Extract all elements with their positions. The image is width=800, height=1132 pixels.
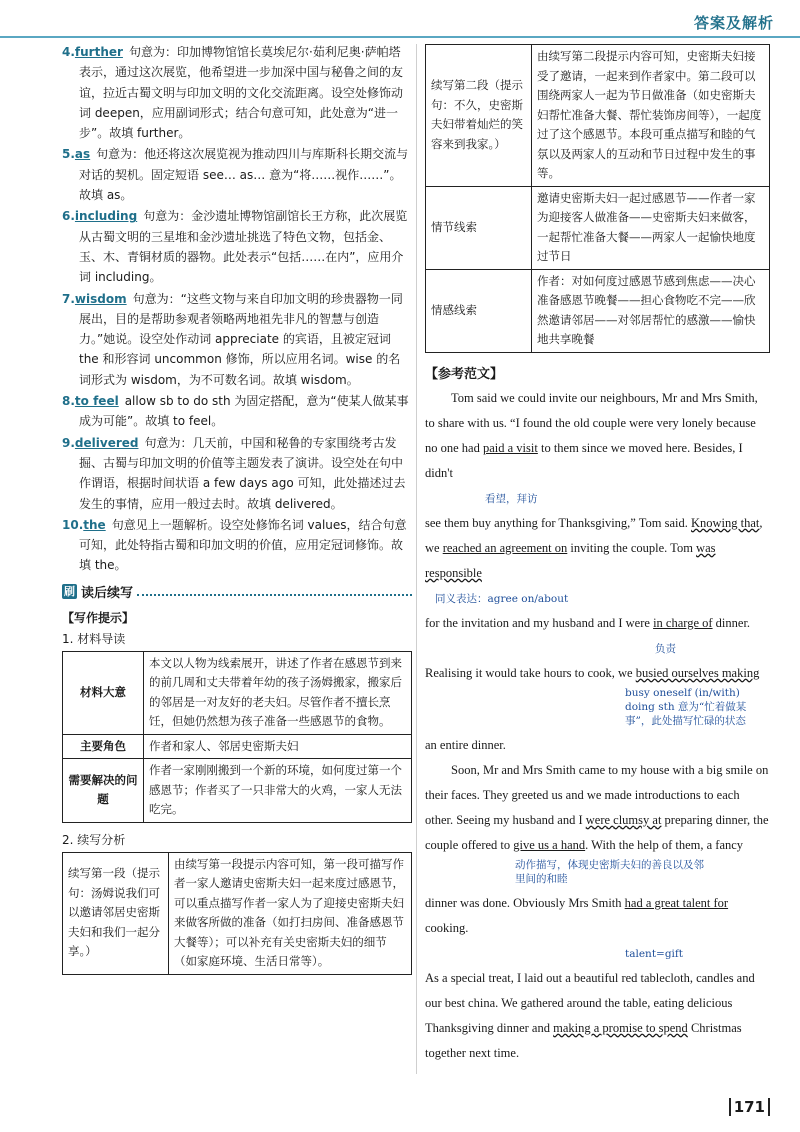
dotted-rule: [137, 586, 412, 596]
item-answer: the: [83, 517, 106, 532]
item-answer: further: [74, 45, 123, 59]
essay-paragraph-1: [425, 386, 770, 758]
item-answer: as: [74, 147, 91, 162]
analysis-title: 2. 续写分析: [62, 832, 126, 847]
table-row: [63, 734, 412, 759]
analysis-table-2: [425, 44, 770, 353]
essay-text: for the invitation and my husband and I were: [425, 615, 654, 630]
essay-note: 同义表达：agree on/about: [435, 592, 569, 605]
item-explanation: 句意为：金沙遗址博物馆副馆长王方称，此次展览从古蜀文明的三星堆和金沙遗址挑选了特色文物，包括金、玉、木、青铜材质的器物。此处表示“包括……在内”，应用介词 including。: [79, 209, 408, 285]
answer-item: [62, 42, 412, 143]
essay-note: 看望，拜访: [485, 492, 538, 505]
item-explanation: 句意为：印加博物馆馆长莫埃尼尔·茹利尼奥·萨帕塔表示，通过这次展览，他希望进一步加深中国与秘鲁之间的友谊，拉近古蜀文明与印加文明的文化交流距离。设空处修饰动词 deepen，应用副词形式；结合句意可知，此处意为“进一步”。故填 further。: [79, 45, 404, 141]
essay-phrase: making a promise to spend: [553, 1020, 688, 1035]
tips-title: 【写作提示】: [62, 610, 135, 625]
item-answer: to feel: [74, 394, 119, 409]
material-table: [62, 651, 412, 823]
table-cell: 由续写第二段提示内容可知，史密斯夫妇接受了邀请，一起来到作者家中。第二段可以围绕两家人一起为节日做准备（如史密斯夫妇帮忙准备大餐、帮忙装饰房间等），一起度过了这个感恩节。本段可重点描写和睦的气氛以及两家人的互动和节日过程中发生的事等。: [532, 45, 770, 187]
essay-note: busy oneself (in/with) doing sth 意为“忙着做某事”，此处描写忙碌的状态: [625, 686, 747, 727]
answer-item: [62, 144, 412, 205]
item-answer: including: [74, 209, 138, 224]
table-cell: 邀请史密斯夫妇一起过感恩节——作者一家为迎接客人做准备——史密斯夫妇来做客，一起帮忙准备大餐——两家人一起愉快地度过节日: [532, 186, 770, 269]
table-label: 情感线索: [426, 269, 532, 352]
item-number: 5.: [62, 147, 75, 162]
essay-phrase: was responsible: [425, 540, 716, 580]
essay-phrase: had a great talent for: [624, 895, 729, 910]
item-number: 4.: [62, 45, 75, 59]
material-title: 1. 材料导读: [62, 631, 126, 646]
table-cell: 作者：对如何度过感恩节感到焦虑——决心准备感恩节晚餐——担心食物吃不完——欣然邀请邻居——对邻居帮忙的感激——愉快地共享晚餐: [532, 269, 770, 352]
table-cell: 本文以人物为线索展开，讲述了作者在感恩节到来的前几周和丈夫带着年幼的孩子汤姆搬家，搬家后的邻居是一对友好的老夫妇。尽管作者不擅长烹饪，但她仍然想为孩子准备一些感恩节的食物。: [144, 651, 412, 734]
answer-item: [62, 391, 412, 432]
left-column: [62, 42, 412, 975]
essay-text: Christmas together next time.: [425, 1020, 742, 1060]
section-heading: [62, 582, 412, 601]
essay-text: dinner was done. Obviously Mrs Smith: [425, 895, 625, 910]
table-row: [426, 45, 770, 187]
answer-item: [62, 289, 412, 390]
table-label: 续写第二段（提示句：不久，史密斯夫妇带着灿烂的笑容来到我家。）: [426, 45, 532, 187]
essay-paragraph-2: [425, 758, 770, 1066]
table-cell: 作者和家人、邻居史密斯夫妇: [144, 734, 412, 759]
item-number: 6.: [62, 209, 75, 224]
section-badge: 刷: [64, 584, 75, 598]
essay-text: , we: [425, 515, 763, 555]
table-label: 需要解决的问题: [63, 759, 144, 823]
essay-text: see them buy anything for Thanksgiving,” Tom said.: [425, 515, 691, 530]
essay-phrase: give us a hand: [513, 837, 586, 852]
item-number: 9.: [62, 435, 75, 450]
essay-text: dinner.: [712, 615, 751, 630]
essay-text: Realising it would take hours to cook, we: [425, 665, 636, 680]
table-row: [63, 759, 412, 823]
reference-title: 【参考范文】: [425, 366, 504, 382]
essay-text: inviting the couple. Tom: [567, 540, 697, 555]
table-label: 主要角色: [63, 734, 144, 759]
table-label: 材料大意: [63, 651, 144, 734]
essay-text: Tom said we could invite our neighbours, Mr and Mrs Smith, to share with us. “I found the old couple were very lonely because no one had: [425, 390, 758, 455]
item-number: 7.: [62, 291, 75, 306]
essay-phrase: in charge of: [653, 615, 713, 630]
header-title: 答案及解析: [693, 14, 774, 32]
table-row: [426, 269, 770, 352]
item-answer: wisdom: [74, 291, 127, 306]
essay-phrase: paid a visit: [482, 440, 538, 455]
reference-essay: [425, 386, 770, 1066]
table-label: 情节线索: [426, 186, 532, 269]
item-answer: delivered: [74, 435, 139, 450]
table-row: [426, 186, 770, 269]
table-cell: 由续写第一段提示内容可知，第一段可描写作者一家人邀请史密斯夫妇一起来度过感恩节，可以重点描写作者一家人为了迎接史密斯夫妇来做客所做的准备（如打扫房间、准备感恩节大餐等）；可以补充有关史密斯夫妇的细节（如家庭环境、生活日常等）。: [169, 852, 412, 974]
essay-phrase: reached an agreement on: [442, 540, 568, 555]
essay-note: talent=gift: [625, 947, 684, 960]
analysis-table-1: [62, 852, 412, 975]
essay-text: Soon, Mr and Mrs Smith came to my house with a big smile on their faces. They greeted us and we made introductions to each other. Seeing my husband and I: [425, 762, 769, 827]
item-explanation: 句意为：他还将这次展览视为推动四川与库斯科长期交流与对话的契机。固定短语 see… as… 意为“将……视作……”。故填 as。: [79, 147, 409, 203]
item-explanation: 句意为：“这些文物与来自印加文明的珍贵器物一同展出，目的是帮助参观者领略两地祖先非凡的智慧与创造力。”她说。设空处作动词 appreciate 的宾语，且被定冠词 the 和形容词 uncommon 修饰，所以应用名词。wise 的名词形式为 wisdom，为不可数名词。故填 wisdom。: [79, 291, 403, 387]
essay-text: an entire dinner.: [425, 737, 506, 752]
table-row: [63, 651, 412, 734]
table-label: 续写第一段（提示句：汤姆说我们可以邀请邻居史密斯夫妇和我们一起分享。）: [63, 852, 169, 974]
item-explanation: 句意见上一题解析。设空处修饰名词 values，结合句意可知，此处特指古蜀和印加文明的价值，应用定冠词修饰。故填 the。: [79, 517, 407, 573]
item-number: 10.: [62, 517, 84, 532]
essay-phrase: Knowing that: [691, 515, 760, 530]
essay-text: As a special treat, I laid out a beautiful red tablecloth, candles and our best china. We gathered around the table, eating delicious Thanksgiving dinner and: [425, 970, 755, 1035]
answer-item: [62, 433, 412, 514]
essay-phrase: were clumsy at: [585, 812, 662, 827]
page-number: 171: [729, 1098, 770, 1116]
table-cell: 作者一家刚刚搬到一个新的环境，如何度过第一个感恩节；作者买了一只非常大的火鸡，一家人无法吃完。: [144, 759, 412, 823]
table-row: [63, 852, 412, 974]
essay-text: to them since we moved here. Besides, I didn't: [425, 440, 743, 480]
answer-item: [62, 206, 412, 287]
section-title: 读后续写: [81, 585, 134, 601]
essay-text: preparing dinner, the couple offered to: [425, 812, 769, 852]
item-explanation: allow sb to do sth 为固定搭配，意为“使某人做某事成为可能”。故填 to feel。: [79, 394, 409, 429]
essay-text: cooking.: [425, 920, 469, 935]
essay-text: . With the help of them, a fancy: [585, 837, 744, 852]
column-divider: [416, 44, 417, 1074]
header-rule: [0, 36, 800, 38]
item-explanation: 句意为：几天前，中国和秘鲁的专家围绕考古发掘、古蜀与印加文明的价值等主题发表了演讲。设空处在句中作谓语，根据时间状语 a few days ago 可知，此处描述过去发生的事情，应用一般过去时。故填 delivered。: [79, 435, 406, 511]
essay-phrase: busied ourselves making: [635, 665, 760, 680]
answer-item: [62, 515, 412, 576]
essay-note: 负责: [655, 642, 676, 655]
right-column: [425, 44, 770, 1066]
essay-note: 动作描写，体现史密斯夫妇的善良以及邻里间的和睦: [515, 858, 704, 885]
item-number: 8.: [62, 394, 75, 409]
